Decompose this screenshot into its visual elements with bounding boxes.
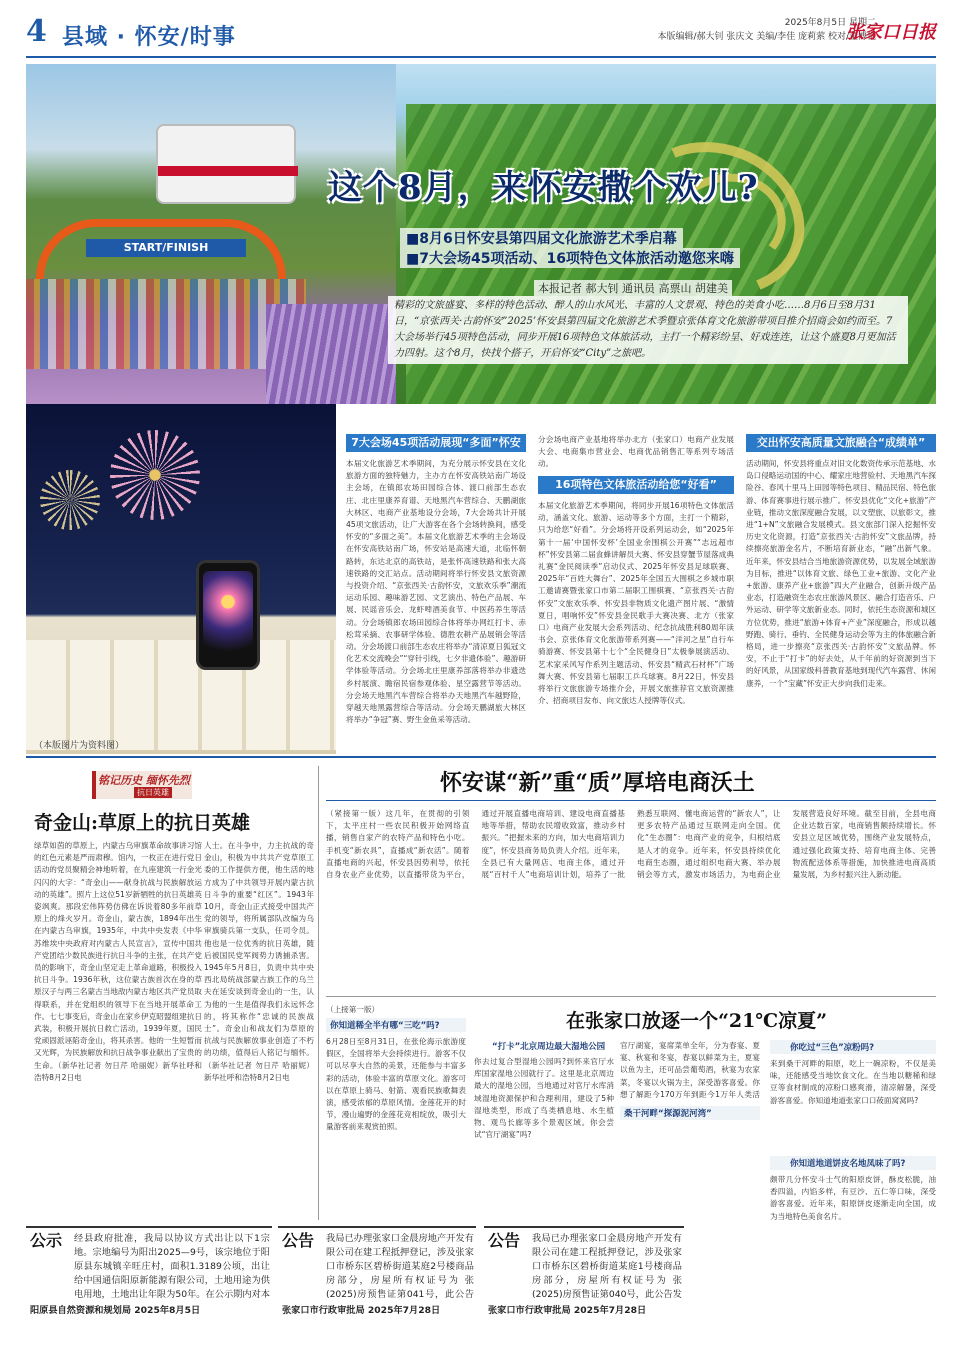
headline: 这个8月，来怀安撒个欢儿? xyxy=(328,168,759,208)
subheadline-1: ■8月6日怀安县第四届文化旅游艺术季启幕 xyxy=(400,228,683,248)
summer-box2-heading: “打卡”北京周边最大湿地公园 xyxy=(492,1042,606,1052)
feature-text: 绿草如茵的草原上，内蒙古乌审旗革命故事讲习馆的红色元素是严而肃穆。馆内，一枚正在进行党日活动的党员聚精会神地听着，在九座建筑一行金光闪闪的大字：“奇金山——献身抗战与民族解放运动的英雄”。照片上这位51岁新牺牲的抗日英雄英姿飒爽。那段宏伟阵势仿佛在诉说着80多年前草原上的烽火岁月。奇金山，蒙古族，1894年出生在内蒙古乌审旗，1935年，中共中央发表《中华苏维埃中央政府对内蒙古人民宣言》，宣传中国共产党团结少数民族进行抗日斗争的主张，在共产党员的影响下，奇金山坚定走上革命道路，积极投入抗日斗争。1936年秋，这位蒙古族首次在身的草原汉子与两三名蒙古当地敌内蒙古地区共产党员取得联系，并在党组织的领导下在当地开展革命工作。七七事变后，奇金山在家乡伊克昭盟组建抗日武装，积极开展抗日救亡活动，1939年夏，国民党顽固派诬陷奇金山，将其杀害。他的一生短暂而又光辉，为民族解放和抗日战争事业献出了宝贵的生命。（新华社记者 勿日芹 哈丽妮）新华社呼和浩特8月2日电 xyxy=(34,841,202,1082)
notice-title: 公示 xyxy=(30,1231,63,1250)
ecommerce-text: （紧接第一版）这几年，在贯彻的引领下，太平庄村一些农民积极开始网络直播，销售自家产的农特产品和特色小吃。手机变“新农具”，直播成“新农活”。随着直播电商的兴起，怀安县因势利导，依托自身农业产业优势，以直播带货为平台，通过开展直播电商培训、建设电商直播基地等举措，帮助农民增收致富，推动乡村振兴。“把握未来的方向，加大电商培训力度”，怀安县商务局负责人介绍。近年来，全县已有大量网店、电商主体，通过开展“百村千人”电商培训计划，培养了一批熟悉互联网、懂电商运营的“新农人”，让更多农特产品通过互联网走向全国。优化“生态圈”：电商产业的竞争，归根结底是人才的竞争。近年来，怀安县持续优化电商生态圈，通过组织电商大赛、举办展销会等方式，激发市场活力，为电商企业发展营造良好环境。截至目前，全县电商企业达数百家，电商销售额持续增长。怀安县立足区域优势，围绕产业发展特点，通过强化政策支持、培育电商主体、完善物流配送体系等措施，加快推进电商高质量发展，为乡村振兴注入新动能。 xyxy=(326,809,936,880)
summer-box2-text: 你去过复合型湿地公园吗?到怀来官厅水库国家湿地公园就行了。这里是北京周边最大的湿地公园，当地通过对官厅水库消域湿地资源保护和合理利用，建设了5种湿地类型，形成了鸟类栖息地、水生植物、观鸟长廊等多个景观区域。你会尝试“官厅湖宴”吗? xyxy=(474,1057,614,1140)
col1-text: 本届文化旅游艺术季期间，为充分展示怀安县在文化旅游方面的独特魅力，主办方在怀安高铁站南广场设主会场，在镇郎农场田园综合体、渡口前部生态农庄、北庄里康养育谱、天地黑汽车营综合、天鹏湖旅大林区、电商产业基地设分会场，7大会场共计开展45项文旅活动，让广大游客在各个会场转换间，感受怀安的“多面之美”。本届文化旅游艺术季的主会场设在怀安高铁站南广场，怀安站是高速大道，北临怀朝路转，东达北京的高铁站，是张怀高速铁路和张大高速铁路的交汇站点。活动期间将举行怀安县文旅资源与投资介绍、“京张西关·古韵怀安，文旅欢乐季”潮流运动乐园、趣味游艺园、文艺演出、特色产品展、车展、民谣音乐会、龙虾啤酒美食节、中医药养生等活动。分会场镇郎农场田园综合体将举办网红打卡、赤松茸采摘、农事研学体验、德胜农耕产品展销会等活动。分会场渡口前部生态农庄将举办“清凉夏日狐冠文化艺术交流晚会”“穿针引线，七夕非遗体验”、趣游研学体验等活动。分会场北庄里康养部落将举办非遗迭乡村展演、瞻宿民宿参观体验、星空露营节等活动。分会场天地黑汽车营综合将举办天地黑汽车越野险，穿越天地黑露营综合等活动。分会场天鹏湖旅大林区将举办“争冠”赛、野生金鱼采等活动。 xyxy=(346,459,526,725)
firework xyxy=(40,470,100,530)
notice-signature: 张家口市行政审批局 2025年7月28日 xyxy=(282,1305,441,1316)
notice-announcement-1 xyxy=(278,1226,476,1318)
col2-intro: 分会场电商产业基地将举办北方（张家口）电商产业发展大会、电商集市营业会、电商优品销售汇等系列专场活动。 xyxy=(538,435,734,469)
ecommerce-rule xyxy=(326,800,936,801)
summer-box1-text: 6月28日至8月31日，在张伦海示旅游度假区，全国将举大会持续进行。游客不仅可以尽享大自然的美景，还能参与丰富多彩的活动，体验丰富的草原文化。游客可以在草原上骑马、射箭、观看民族歌舞表演，感受浓郁的草原风情。金莲花开的时节，漫山遍野的金莲花竞相绽放，吸引大量游客前来观赏拍照。 xyxy=(326,1037,466,1132)
summer-box4-text: 来到桑干河畔的阳原，吃上一碗凉粉，不仅是美味，还能感受当地饮食文化。在当地以糖稀和绿豆等食材制成的凉粉口感爽滑，清凉解暑，深受游客喜爱。你知道地道张家口口莜面窝窝吗? xyxy=(770,1059,936,1105)
masthead-meta xyxy=(656,16,876,44)
marathon-runners xyxy=(26,279,306,369)
col1-heading: 7大会场45项活动展现“多面”怀安 xyxy=(346,434,526,452)
rv-camper xyxy=(156,124,296,204)
tents xyxy=(26,640,336,750)
photo-credit: （本版图片为资料图） xyxy=(34,741,125,751)
issue-date: 2025年8月5日 星期二 xyxy=(784,18,876,28)
summer-box1-heading: 你知道稀全半有哪“三吃”吗? xyxy=(330,1021,440,1031)
notice-title: 公告 xyxy=(488,1231,521,1250)
kicker-title: 铭记历史 缅怀先烈 xyxy=(98,774,190,787)
summer-intro: （上接第一版） xyxy=(326,1005,380,1014)
summer-title: 在张家口放逐一个“21℃凉夏” xyxy=(566,1010,828,1032)
firework xyxy=(110,430,200,520)
notice-announcement-2 xyxy=(484,1226,684,1318)
summer-rule xyxy=(326,996,936,997)
summer-box4-heading: 你吃过“三色”凉粉吗? xyxy=(790,1043,875,1053)
section-divider xyxy=(26,756,936,758)
kicker-sub: 抗日英雄 xyxy=(134,787,172,798)
notice-signature: 张家口市行政审批局 2025年7月28日 xyxy=(488,1305,647,1316)
notice-text: 我局已办理张家口金晨房地产开发有限公司在建工程抵押登记，涉及张家口市桥东区碧桥街道某庭1号楼商品房部分，房屋所有权证号为 张(2025)房预售证第040号，此公告发 xyxy=(532,1233,682,1300)
masthead xyxy=(26,14,936,58)
subheadline-2: ■7大会场45项活动、16项特色文体旅活动邀您来嗨 xyxy=(400,248,740,268)
summer-box3-intro: 官厅湖宴，宴席菜单全年，分为春宴、夏宴、秋宴和冬宴，春宴以鲜菜为主，夏宴以鱼为主，还可品尝葡萄酒，秋宴为农家菜，冬宴以火锅为主，深受游客喜爱。你想了解距今170万年到距今1万年人类活 xyxy=(620,1041,760,1099)
notice-title: 公告 xyxy=(282,1231,315,1250)
feature-text-2: 人士。在斗争中，力主抗战的奇金山，积极为中共共产党草原工委的工作提供方便，他生活的地方成为了中共领导开展内蒙古抗日斗争的重要“红区”。1943年10月，奇金山正式接受中国共产党的领导，将所属部队改编为乌审旗骑兵第一支队，任司令员。他也是一位优秀的抗日英雄，随后被国民党军阀势力诱捕杀害。1945年5月8日，负责中共中央西北局统战部蒙古族工作的乌兰夫在延安谈到奇金山的一生，认为他的一生是值得我们永远怀念的，将其称作“忠诚的民族战士”。奇金山和战友们为草原的抗战与民族解放事业创造了不朽的功绩，值得后人铭记与缅怀。（新华社记者 勿日芹 哈丽妮）新华社呼和浩特8月2日电 xyxy=(204,841,314,1082)
ecommerce-title: 怀安谋“新”重“质”厚培电商沃土 xyxy=(440,770,755,796)
col3-heading: 交出怀安高质量文旅融合“成绩单” xyxy=(746,434,936,452)
byline: 本报记者 郝大钊 通讯员 高票山 胡建美 xyxy=(534,280,732,296)
summer-box5-heading: 你知道地道饼皮名地凤味了吗? xyxy=(790,1159,906,1169)
rv-stripe xyxy=(158,166,298,176)
notice-signature: 阳原县自然资源和规划局 2025年8月5日 xyxy=(30,1305,201,1316)
paper-logo: 张家口日报 xyxy=(846,22,936,43)
editor-credits: 本版编辑/郝大钊 张庆文 美编/李佳 庞莉萦 校对/董博悦 xyxy=(657,32,876,42)
page-number: 4 xyxy=(26,14,47,49)
summer-box3-heading: 桑干河畔“探源泥河湾” xyxy=(624,1109,712,1119)
lead-paragraph: 精彩的文旅盛宴、多样的特色活动、醉人的山水风光、丰富的人文景观、特色的美食小吃……8月6日至8月31日，“京张西关·古韵怀安”2025’怀安县第四届文化旅游艺术季暨京张体育文化旅游带项目推介招商会如约而至。7大会场举行45项特色活动，同步开展16项特色文体旅活动，主打一个精彩纷呈、好戏连连，让这个盛夏8月更加活力四射。这个8月，快找个搭子，开启怀安“City”之旅吧。 xyxy=(388,296,908,364)
col2-heading: 16项特色文体旅活动给您“好看” xyxy=(538,476,734,494)
section-title: 县域 · 怀安/时事 xyxy=(62,25,236,50)
phone-screen xyxy=(203,571,253,659)
phone-photo xyxy=(196,560,260,670)
column-rule xyxy=(318,766,319,1220)
summer-box5-text: 颇带几分怀安斗士气的阳原皮饼，酥皮松脆，油香四溢，内馅多样，有豆沙、五仁等口味，深受游客喜爱。近年来，阳原饼皮逐渐走向全国，成为当地特色美食名片。 xyxy=(770,1175,936,1221)
lavender-field xyxy=(266,304,396,404)
notice-text: 我局已办理张家口金晨房地产开发有限公司在建工程抵押登记，涉及张家口市桥东区碧桥街道某庭2号楼商品房部分，房屋所有权证号为 张(2025)房预售证第041号，此公告 xyxy=(326,1233,474,1300)
arch-banner: START/FINISH xyxy=(86,239,246,257)
notice-publicity xyxy=(26,1226,272,1318)
col3-text: 活动期间，怀安县将重点对旧文化数资传承示范基地、水岛口侵略运动国的中心、耀家庄地营验村、天地黑汽车探险谷、春风十里马上田园等特色项目、精品民宿、特色旅游、体育赛事进行展示推广。怀安县优化“文化+旅游”产业链，推动文旅深度融合发展，以文塑旅、以旅彰文，推进“1+N”文旅融合发展模式。县文旅部门深入挖掘怀安历史文化资源，打造“京张西关·古韵怀安”文旅品牌，持续擦亮旅游金名片，不断培育新业态，“融”出新气象。近年来，怀安县结合当地旅游资源优势，以发展全域旅游为目标，推进“以体育文旅、绿色工业+旅游、文化产业+旅游、康养产业+旅游”四大产业融合，创新升级产品业态，打造融资生态农庄旅游风景区、融合打造音乐、户外运动、研学等文旅新业态。同时，依托生态资源和城区方位优势，推进“旅游+体育+产业”深度融合，形成以越野跑、骑行、垂钓、全民健身运动会等为主的体旅融合新格局，进一步擦亮“京张西关·古韵怀安”文旅品牌。怀安，不止于“打卡”的好去处，从千年前的好资源到当下的好风景，从国家级科普教育基地到现代汽车露营、休闲康养，一个“宝藏”怀安正大步向我们走来。 xyxy=(746,459,936,688)
feature-title: 奇金山:草原上的抗日英雄 xyxy=(34,812,251,834)
col2-text: 本届文化旅游艺术季期间，将同步开展16项特色文体旅活动，涵盖文化、旅游、运动等多个方面，主打一个精彩，只为给您“好看”。分会场将开设系列运动会，如“2025年第十一届‘中国怀安杯’全国业余围棋公开赛”“志远超市杯”怀安县第二届食蜂讲解员大赛、怀安县穿蟹节屋落成典礼赛“金民阅读季”启动仪式、2025年怀安县足球联赛、2025年“百姓大舞台”、2025年全国五大围棋之乡城市职工邀请赛暨张家口市第二届职工围棋赛、“京张西关·古韵怀安”文旅欢乐季、怀安县非物质文化遗产图片展、“激情夏日，唱响怀安”怀安县金民歌手大赛决赛、北方（张家口）电商产业发展大会系列活动、纪念抗战胜利80周年读书会、京张体育文化旅游带系列赛——“洋河之星”自行车骑游赛、怀安县第十七个“全民健身日”太极拳展演活动、艺术家采风写作系列主题活动、怀安县“精武石材杯”广场舞大赛、怀安县第七届职工乒乓球赛。8月22日，怀安县将举行文旅旅游专场推介会，开展文旅推荐官文旅资源推介、招商项目发布、向文旅达人授牌等仪式。 xyxy=(538,501,734,706)
hero-collage xyxy=(26,64,396,404)
notice-text: 经县政府批准，我局以协议方式出让以下1宗地。宗地编号为阳出2025—9号，该宗地位于阳原县东城镇辛旺庄村，面积1.3189公顷，出让给中国通信阳原新能源有限公司，土地用途为供电用地，土地出让年限为50年。在公示期内对本 xyxy=(74,1233,270,1300)
